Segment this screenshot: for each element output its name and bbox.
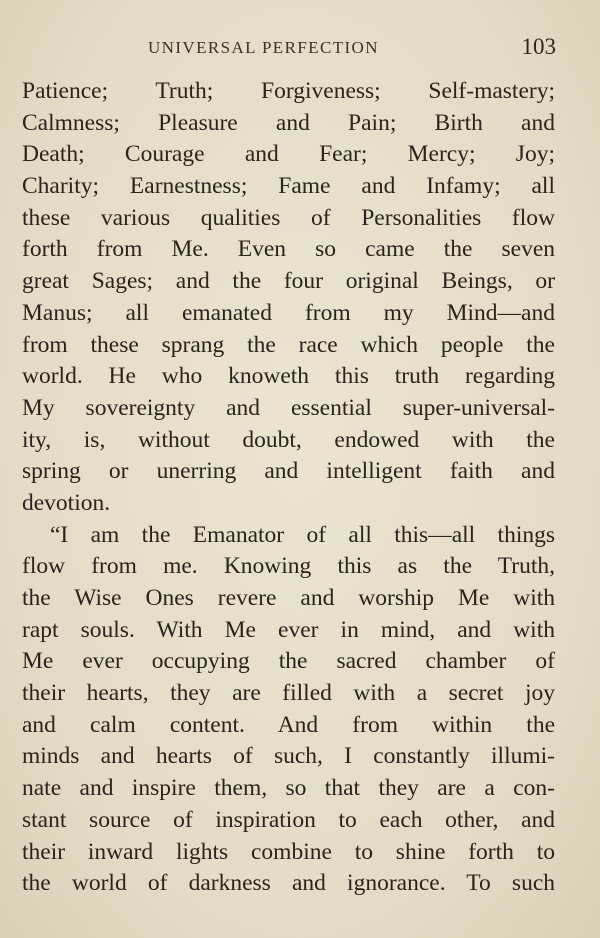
body-text — [22, 76, 555, 900]
paragraph-start-line: “I am the Emanator of all this—all things — [50, 521, 555, 548]
text-line: minds and hearts of such, I constantly illumi- — [22, 743, 555, 770]
text-line: from these sprang the race which people the — [22, 331, 555, 358]
text-line: Patience; Truth; Forgiveness; Self-mastery; — [22, 78, 555, 104]
text-line: rapt souls. With Me ever in mind, and with — [22, 616, 555, 643]
text-line: Death; Courage and Fear; Mercy; Joy; — [22, 141, 555, 168]
text-line: and calm content. And from within the — [22, 711, 555, 738]
text-line: Calmness; Pleasure and Pain; Birth and — [22, 109, 555, 136]
text-line: world. He who knoweth this truth regarding — [22, 363, 555, 390]
text-line: the world of darkness and ignorance. To such — [22, 870, 555, 897]
text-line: My sovereignty and essential super-universal- — [22, 394, 555, 421]
text-line: forth from Me. Even so came the seven — [22, 236, 555, 263]
text-line: Manus; all emanated from my Mind—and — [22, 299, 555, 326]
text-line: stant source of inspiration to each other, and — [22, 806, 555, 833]
text-line: nate and inspire them, so that they are a con- — [22, 775, 555, 802]
text-line: spring or unerring and intelligent faith and — [22, 458, 555, 485]
page-header — [22, 34, 556, 64]
text-line: their hearts, they are filled with a secret joy — [22, 680, 555, 707]
text-line: Me ever occupying the sacred chamber of — [22, 648, 555, 675]
page-number: 103 — [521, 34, 556, 59]
text-line: these various qualities of Personalities flow — [22, 204, 555, 231]
text-line: their inward lights combine to shine forth to — [22, 838, 555, 865]
text-line: ity, is, without doubt, endowed with the — [22, 426, 555, 453]
text-line: Charity; Earnestness; Fame and Infamy; all — [22, 173, 555, 200]
text-line: great Sages; and the four original Beings, or — [22, 268, 555, 295]
text-line: the Wise Ones revere and worship Me with — [22, 585, 555, 611]
text-line: flow from me. Knowing this as the Truth, — [22, 553, 555, 580]
paragraph-end-line: devotion. — [22, 489, 111, 516]
running-title: UNIVERSAL PERFECTION — [148, 38, 379, 57]
